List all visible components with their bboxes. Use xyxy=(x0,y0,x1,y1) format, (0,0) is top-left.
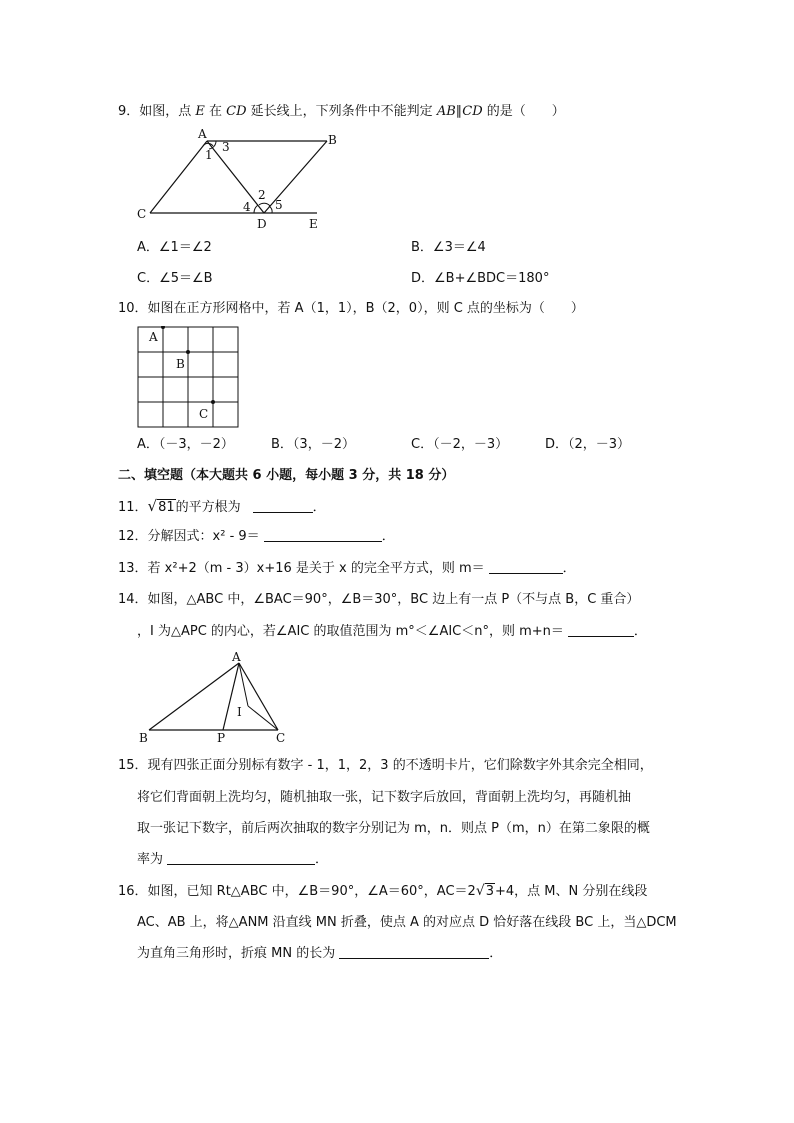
q9-stem: 9．如图，点 E 在 CD 延长线上，下列条件中不能判定 AB∥CD 的是（ ） xyxy=(118,104,565,119)
q15-line2: 将它们背面朝上洗均匀，随机抽取一张，记下数字后放回，背面朝上洗均匀，再随机抽 xyxy=(137,790,632,805)
q9-label-4: 4 xyxy=(243,200,251,214)
q10-option-d: D．（2，－3） xyxy=(545,437,631,452)
q9-label-1: 1 xyxy=(205,148,213,162)
q14-label-B: B xyxy=(139,731,148,745)
q10-stem: 10．如图在正方形网格中，若 A（1，1），B（2，0），则 C 点的坐标为（ ） xyxy=(118,301,584,316)
q10-option-a: A．（－3，－2） xyxy=(137,437,234,452)
q14-figure xyxy=(135,650,295,746)
q16-line2: AC、AB 上，将△ANM 沿直线 MN 折叠，使点 A 的对应点 D 恰好落在线段 BC 上，当△DCM xyxy=(137,915,677,930)
q9-option-b: B．∠3＝∠4 xyxy=(411,240,486,255)
q13: 13．若 x²+2（m - 3）x+16 是关于 x 的完全平方式，则 m＝ ． xyxy=(118,561,576,576)
q11: 11．√81的平方根为 ． xyxy=(118,497,326,515)
q9-label-E: E xyxy=(309,217,318,231)
q9-label-B: B xyxy=(328,133,337,147)
q14-label-P: P xyxy=(217,731,226,745)
q10-label-C: C xyxy=(199,407,209,421)
q15-line1: 15．现有四张正面分别标有数字 - 1，1，2，3 的不透明卡片，它们除数字外其余完全相同， xyxy=(118,758,653,773)
q16-line3: 为直角三角形时，折痕 MN 的长为 ． xyxy=(137,946,503,961)
q10-label-B: B xyxy=(176,357,185,371)
q14-line1: 14．如图，△ABC 中，∠BAC＝90°，∠B＝30°，BC 边上有一点 P（不与点 B，C 重合） xyxy=(118,592,640,607)
q9-label-D: D xyxy=(257,217,267,231)
q9-label-C: C xyxy=(137,207,147,221)
q9-figure xyxy=(130,128,340,233)
q14-label-I: I xyxy=(237,705,242,719)
q14-line2: ，I 为△APC 的内心，若∠AIC 的取值范围为 m°＜∠AIC＜n°，则 m+n＝ ． xyxy=(137,624,647,639)
q9-label-A: A xyxy=(198,128,207,141)
q16-line1: 16．如图，已知 Rt△ABC 中，∠B＝90°，∠A＝60°，AC＝2√3+4，点 M、N 分别在线段 xyxy=(118,883,648,899)
q15-line4: 率为 ． xyxy=(137,852,329,867)
q14-label-A: A xyxy=(232,650,241,664)
q12: 12．分解因式：x² - 9＝ ． xyxy=(118,529,395,544)
q9-label-2: 2 xyxy=(258,188,266,202)
q14-label-C: C xyxy=(276,731,286,745)
sqrt-symbol: √ xyxy=(475,883,485,899)
q10-option-c: C．（－2，－3） xyxy=(411,437,509,452)
q15-line3: 取一张记下数字，前后两次抽取的数字分别记为 m，n．则点 P（m，n）在第二象限的概 xyxy=(137,821,650,836)
section-2-heading: 二、填空题（本大题共 6 小题，每小题 3 分，共 18 分） xyxy=(118,468,455,483)
sqrt-symbol: √ xyxy=(147,497,158,515)
q10-option-b: B．（3，－2） xyxy=(271,437,355,452)
q10-grid-figure xyxy=(137,326,241,430)
q10-label-A: A xyxy=(149,330,158,344)
q9-option-c: C．∠5＝∠B xyxy=(137,271,213,286)
q9-option-a: A．∠1＝∠2 xyxy=(137,240,212,255)
q9-label-5: 5 xyxy=(275,198,283,212)
q9-label-3: 3 xyxy=(222,140,230,154)
q9-option-d: D．∠B+∠BDC＝180° xyxy=(411,271,550,286)
